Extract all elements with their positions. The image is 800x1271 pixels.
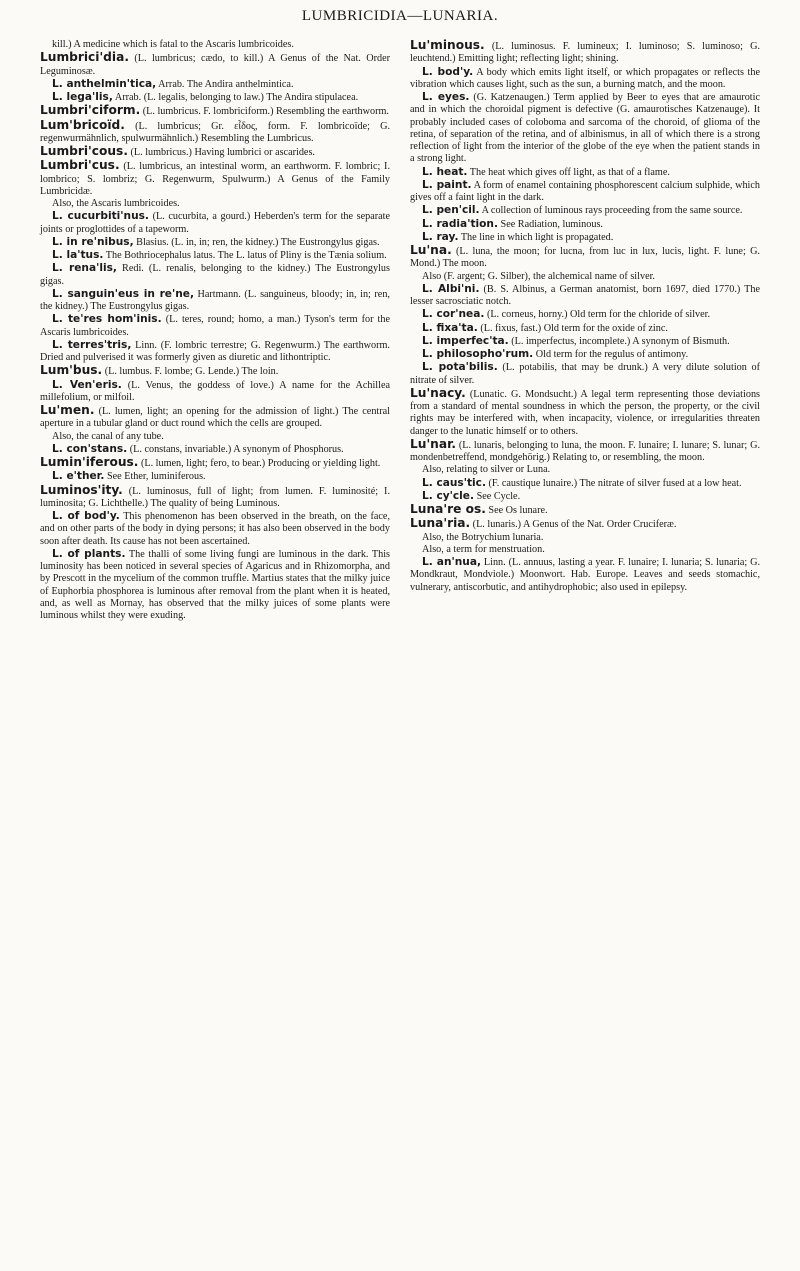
dictionary-entry bbox=[410, 335, 760, 348]
entry-definition: (L. lunaris, belonging to luna, the moon. F. lunaire; I. lunare; S. lunar; G. mondenbetreffend, mondgehörig.) Relating to, or resembling, the moon. bbox=[410, 439, 760, 463]
dictionary-entry bbox=[40, 210, 390, 236]
columns bbox=[40, 39, 760, 622]
entry-headword: L. Ven'eris. bbox=[52, 378, 122, 391]
entry-definition: (Lunatic. G. Mondsucht.) A legal term representing those deviations from a standard of mental soundness in which the person, the property, or the civil rights may be interfered with, when incapacity, violence, or irregularities threaten danger to the lunatic himself or to others. bbox=[410, 388, 760, 437]
dictionary-entry bbox=[410, 544, 760, 556]
dictionary-entry bbox=[40, 484, 390, 511]
entry-definition: See Ether, luminiferous. bbox=[104, 471, 206, 483]
entry-headword: L. heat. bbox=[422, 165, 468, 178]
dictionary-entry bbox=[40, 104, 390, 118]
dictionary-entry bbox=[40, 91, 390, 104]
entry-headword: L. bod'y. bbox=[422, 65, 474, 78]
dictionary-entry bbox=[40, 379, 390, 405]
dictionary-entry bbox=[40, 145, 390, 159]
dictionary-entry bbox=[410, 477, 760, 490]
dictionary-entry bbox=[40, 510, 390, 548]
entry-definition: (L. lunaris.) A Genus of the Nat. Order Cruciferæ. bbox=[470, 519, 677, 531]
dictionary-entry bbox=[410, 204, 760, 217]
dictionary-entry bbox=[410, 271, 760, 283]
entry-headword: Lu'men. bbox=[40, 403, 95, 417]
dictionary-entry bbox=[40, 364, 390, 378]
entry-definition: (L. imperfectus, incomplete.) A synonym of Bismuth. bbox=[508, 335, 730, 347]
dictionary-entry bbox=[40, 262, 390, 288]
entry-headword: Lu'minous. bbox=[410, 38, 485, 52]
dictionary-entry bbox=[40, 249, 390, 262]
entry-definition: (L. lumbricus, an intestinal worm, an earthworm. F. lombric; I. lombrico; S. lombriz; G. Regenwurm, Spulwurm.) A Genus of the Family Lumbricidæ. bbox=[40, 161, 390, 197]
dictionary-entry bbox=[410, 218, 760, 231]
dictionary-entry bbox=[40, 51, 390, 78]
entry-definition: This phenomenon has been observed in the breath, on the face, and on other parts of the body in dying persons; it has also been observed in the body soon after death. Its cause has not been ascertained. bbox=[40, 511, 391, 547]
entry-definition: (L. lumbricus; Gr. εἶδος, form. F. lombricoïde; G. regenwurmähnlich, spulwurmähnlich.) Resembling the Lumbricus. bbox=[40, 120, 390, 144]
left-column bbox=[40, 39, 390, 622]
entry-headword: Lumbrici'dia. bbox=[40, 50, 129, 65]
entry-headword: L. in re'nibus, bbox=[52, 235, 134, 248]
entry-definition: A form of enamel containing phosphorescent calcium sulphide, which gives off a faint light in the dark. bbox=[410, 179, 760, 203]
entry-headword: L. rena'lis, bbox=[52, 262, 117, 275]
entry-headword: L. an'nua, bbox=[422, 556, 482, 568]
dictionary-entry bbox=[410, 464, 760, 476]
dictionary-entry bbox=[40, 470, 390, 483]
entry-headword: Lu'nar. bbox=[410, 436, 456, 451]
entry-headword: L. la'tus. bbox=[52, 249, 104, 261]
dictionary-entry bbox=[410, 308, 760, 321]
entry-definition: Also, a term for menstruation. bbox=[422, 543, 545, 555]
entry-headword: L. fixa'ta. bbox=[422, 321, 478, 334]
entry-definition: Arrab. The Andira anthelmintica. bbox=[156, 78, 294, 90]
entry-headword: L. con'stans. bbox=[52, 442, 128, 455]
entry-definition: Also, the canal of any tube. bbox=[52, 430, 164, 442]
dictionary-entry bbox=[410, 490, 760, 503]
entry-headword: L. cy'cle. bbox=[422, 489, 475, 502]
entry-headword: L. imperfec'ta. bbox=[422, 334, 509, 347]
entry-headword: L. cucurbiti'nus. bbox=[52, 210, 149, 223]
entry-definition: (L. lumbus. F. lombe; G. Lende.) The loin. bbox=[102, 366, 279, 378]
entry-definition: Linn. (F. lombric terrestre; G. Regenwurm.) The earthworm. Dried and pulverised it was formerly given as diuretic and lithontriptic. bbox=[40, 339, 390, 363]
dictionary-entry bbox=[410, 322, 760, 335]
dictionary-entry bbox=[40, 288, 390, 314]
entry-headword: Lum'bricoïd. bbox=[40, 117, 125, 132]
entry-definition: (L. constans, invariable.) A synonym of Phosphorus. bbox=[127, 443, 344, 455]
entry-definition: Redi. (L. renalis, belonging to the kidney.) The Eustrongylus gigas. bbox=[40, 263, 390, 287]
dictionary-entry bbox=[40, 78, 390, 91]
entry-headword: L. lega'lis, bbox=[52, 91, 113, 103]
entry-definition: Old term for the regulus of antimony. bbox=[533, 349, 689, 360]
right-column bbox=[410, 39, 760, 622]
entry-definition: The line in which light is propagated. bbox=[458, 231, 614, 243]
entry-headword: Lu'nacy. bbox=[410, 385, 466, 400]
dictionary-entry bbox=[410, 348, 760, 361]
running-head: LUMBRICIDIA—LUNARIA. bbox=[301, 8, 499, 24]
dictionary-entry bbox=[410, 166, 760, 179]
entry-headword: Luna're os. bbox=[410, 502, 486, 516]
dictionary-entry bbox=[410, 179, 760, 205]
dictionary-entry bbox=[40, 119, 390, 146]
entry-definition: (L. teres, round; homo, a man.) Tyson's term for the Ascaris lumbricoides. bbox=[40, 314, 390, 338]
dictionary-entry bbox=[410, 387, 760, 438]
entry-headword: L. caus'tic. bbox=[422, 476, 486, 489]
entry-definition: Arrab. (L. legalis, belonging to law.) The Andira stipulacea. bbox=[112, 92, 359, 103]
entry-definition: Hartmann. (L. sanguineus, bloody; in, in; ren, the kidney.) The Eustrongylus gigas. bbox=[40, 288, 390, 312]
entry-definition: (L. luminosus. F. lumineux; I. luminoso; S. luminoso; G. leuchtend.) Emitting light; reflecting light; shining. bbox=[410, 41, 760, 65]
entry-headword: Lu'na. bbox=[410, 243, 452, 257]
dictionary-entry bbox=[410, 503, 760, 517]
entry-definition: (L. corneus, horny.) Old term for the chloride of silver. bbox=[484, 309, 711, 321]
entry-headword: Lumbri'ciform. bbox=[40, 103, 141, 118]
entry-headword: L. radia'tion. bbox=[422, 217, 498, 230]
entry-headword: Luna'ria. bbox=[410, 516, 471, 531]
entry-definition: (L. Venus, the goddess of love.) A name for the Achillea millefolium, or milfoil. bbox=[40, 379, 390, 403]
entry-definition: Linn. (L. annuus, lasting a year. F. lunaire; I. lunaria; S. lunaria; G. Mondkraut, Mondviole.) Moonwort. Hab. Europe. Leaves and seeds stomachic, vulnerary, antiscorbutic, and antihydrophobic; also used in epilepsy. bbox=[410, 557, 761, 593]
entry-definition: See Radiation, luminous. bbox=[497, 218, 603, 230]
entry-definition: A body which emits light itself, or which propagates or reflects the vibration which causes light, such as the sun, a burning match, and the moon. bbox=[410, 66, 761, 90]
dictionary-entry bbox=[410, 283, 760, 309]
dictionary-entry bbox=[40, 339, 390, 365]
dictionary-entry bbox=[410, 244, 760, 271]
dictionary-entry bbox=[410, 231, 760, 244]
dictionary-entry bbox=[410, 39, 760, 66]
entry-definition: (G. Katzenaugen.) Term applied by Beer to eyes that are amaurotic and in which the choroidal pigment is defective (G. amaurotisches Katzenauge). It probably included cases of coloboma and sarcoma of the choroid, of glioma of the retina, of separation of the retina, and of albinismus, in all of which there is a strong reflection of light from the interior of the globe of the eye when the patient stands in a strong light. bbox=[410, 92, 760, 165]
entry-headword: Lumin'iferous. bbox=[40, 455, 139, 469]
dictionary-entry bbox=[40, 236, 390, 249]
entry-headword: L. sanguin'eus in re'ne, bbox=[52, 287, 194, 300]
entry-headword: L. terres'tris, bbox=[52, 338, 132, 351]
entry-headword: L. pen'cil. bbox=[422, 204, 480, 217]
dictionary-entry bbox=[410, 532, 760, 544]
dictionary-entry bbox=[40, 159, 390, 198]
entry-headword: L. philosopho'rum. bbox=[422, 348, 534, 360]
dictionary-entry bbox=[40, 548, 390, 623]
entry-definition: (B. S. Albinus, a German anatomist, born 1697, died 1770.) The lesser sacrosciatic notch. bbox=[410, 283, 760, 307]
dictionary-entry bbox=[410, 91, 760, 166]
entry-definition: (L. cucurbita, a gourd.) Heberden's term for the separate joints or proglottides of a tapeworm. bbox=[40, 211, 390, 235]
entry-definition: The heat which gives off light, as that of a flame. bbox=[467, 166, 670, 178]
entry-headword: Lumbri'cus. bbox=[40, 158, 120, 173]
entry-headword: L. te'res hom'inis. bbox=[52, 313, 162, 326]
entry-definition: (L. luna, the moon; for lucna, from luc in lux, lucis, light. F. lune; G. Mond.) The moon. bbox=[410, 246, 760, 270]
dictionary-entry bbox=[410, 556, 760, 594]
dictionary-entry bbox=[410, 438, 760, 465]
entry-headword: L. cor'nea. bbox=[422, 308, 485, 321]
entry-definition: (L. fixus, fast.) Old term for the oxide of zinc. bbox=[477, 322, 668, 334]
entry-headword: L. eyes. bbox=[422, 91, 470, 103]
entry-definition: The Bothriocephalus latus. The L. latus of Pliny is the Tænia solium. bbox=[103, 250, 387, 261]
entry-definition: See Cycle. bbox=[474, 490, 521, 502]
entry-definition: Also, relating to silver or Luna. bbox=[422, 464, 551, 476]
entry-definition: See Os lunare. bbox=[485, 505, 548, 516]
entry-headword: L. e'ther. bbox=[52, 470, 105, 483]
dictionary-entry bbox=[40, 198, 390, 210]
entry-definition: (L. potabilis, that may be drunk.) A very dilute solution of nitrate of silver. bbox=[410, 362, 760, 386]
entry-headword: Lumbri'cous. bbox=[40, 144, 128, 158]
dictionary-entry bbox=[40, 431, 390, 443]
entry-headword: L. pota'bilis. bbox=[422, 361, 498, 374]
entry-headword: L. paint. bbox=[422, 178, 472, 191]
entry-headword: L. anthelmin'tica, bbox=[52, 77, 157, 90]
dictionary-entry bbox=[40, 313, 390, 339]
entry-definition: Also (F. argent; G. Silber), the alchemical name of silver. bbox=[422, 270, 655, 282]
entry-definition: A collection of luminous rays proceeding from the same source. bbox=[479, 205, 743, 217]
entry-definition: (L. lumbricus.) Having lumbrici or ascarides. bbox=[127, 147, 315, 158]
entry-definition: (L. lumbricus; cædo, to kill.) A Genus of the Nat. Order Leguminosæ. bbox=[40, 53, 390, 77]
entry-definition: kill.) A medicine which is fatal to the Ascaris lumbricoides. bbox=[52, 39, 294, 50]
dictionary-entry bbox=[40, 404, 390, 431]
entry-definition: (L. lumbricus. F. lombriciform.) Resembling the earthworm. bbox=[140, 106, 389, 118]
entry-definition: Also, the Ascaris lumbricoides. bbox=[52, 198, 180, 209]
entry-definition: The thalli of some living fungi are luminous in the dark. This luminosity has been noticed in several species of Agaricus and in Rhizomorpha, and by Prescott in the mycelium of the common truffle. Martius states that the milky juice of Euphorbia phosphorea is luminous after removal from the plant when it is heated, and, as well as Mornay, has observed that the milky juices of some plants were luminous whilst they were exuding. bbox=[40, 548, 391, 621]
entry-headword: L. ray. bbox=[422, 230, 459, 243]
entry-definition: (L. lumen, light; fero, to bear.) Producing or yielding light. bbox=[138, 458, 381, 469]
dictionary-entry bbox=[410, 517, 760, 531]
entry-definition: Also, the Botrychium lunaria. bbox=[422, 531, 544, 543]
dictionary-entry bbox=[410, 66, 760, 92]
dictionary-entry bbox=[40, 456, 390, 470]
entry-headword: L. Albi'ni. bbox=[422, 282, 480, 295]
entry-headword: L. of bod'y. bbox=[52, 510, 120, 522]
entry-definition: (L. lumen, light; an opening for the admission of light.) The central aperture in a tubular gland or duct round which the cells are grouped. bbox=[40, 406, 390, 430]
entry-headword: Luminos'ity. bbox=[40, 482, 123, 497]
dictionary-entry bbox=[40, 443, 390, 456]
entry-definition: Blasius. (L. in, in; ren, the kidney.) The Eustrongylus gigas. bbox=[133, 236, 380, 248]
entry-definition: (F. caustique lunaire.) The nitrate of silver fused at a low heat. bbox=[485, 477, 742, 489]
entry-definition: (L. luminosus, full of light; from lumen. F. luminosité; I. luminosita; G. Lichthelle.) The quality of being Luminous. bbox=[40, 485, 390, 509]
entry-headword: L. of plants. bbox=[52, 547, 126, 560]
dictionary-entry bbox=[410, 361, 760, 387]
entry-headword: Lum'bus. bbox=[40, 363, 103, 378]
